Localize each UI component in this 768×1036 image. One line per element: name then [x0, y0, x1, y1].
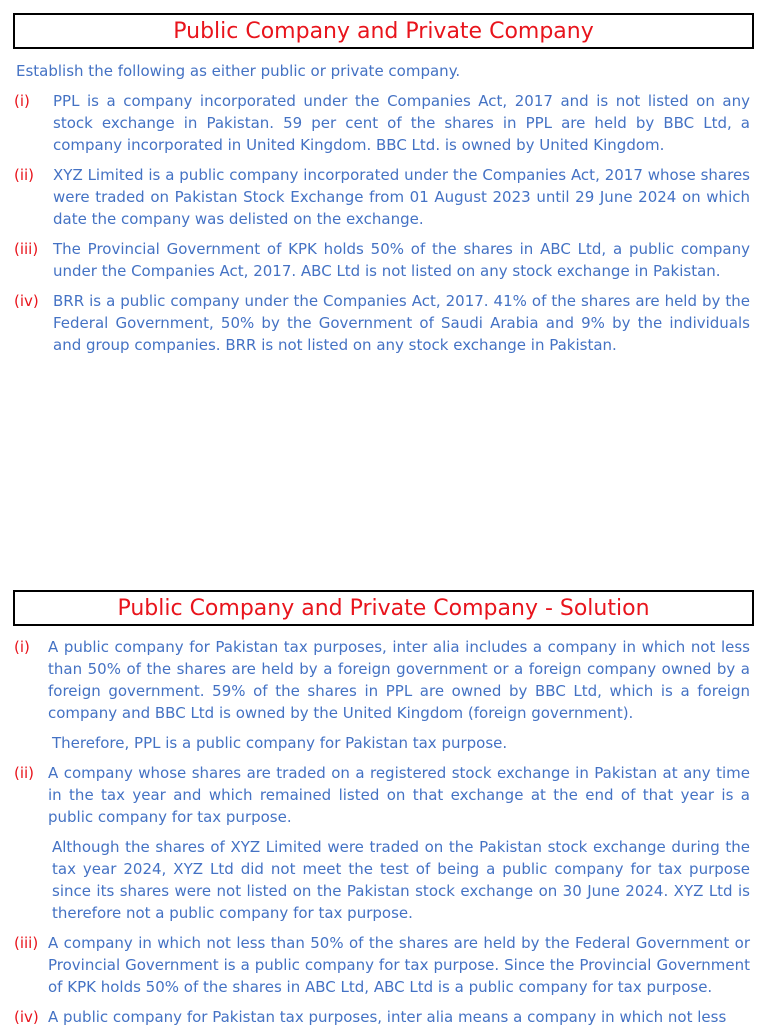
question-intro: Establish the following as either public or private company.	[16, 62, 461, 80]
solution-list	[14, 636, 750, 1036]
solution-item-iii	[14, 932, 750, 998]
question-list	[14, 90, 750, 364]
item-text: A public company for Pakistan tax purposes, inter alia means a company in which not less	[48, 1008, 727, 1026]
item-text: The Provincial Government of KPK holds 50% of the shares in ABC Ltd, a public company under the Companies Act, 2017. ABC Ltd is not listed on any stock exchange in Pakistan.	[53, 240, 750, 280]
solution-item-ii	[14, 762, 750, 828]
item-number: (i)	[14, 638, 30, 656]
item-number: (iv)	[14, 1008, 39, 1026]
question-item-i	[14, 90, 750, 156]
item-text: A company in which not less than 50% of the shares are held by the Federal Government or Provincial Government is a public company for tax purpose. Since the Provincial Government of KPK holds 50% of the shares in ABC Ltd, ABC Ltd is a public company for tax purpose.	[48, 934, 750, 996]
question-item-iv	[14, 290, 750, 356]
solution-title: Public Company and Private Company - Solution	[117, 595, 650, 621]
question-item-iii	[14, 238, 750, 282]
item-number: (iv)	[14, 292, 39, 310]
question-item-ii	[14, 164, 750, 230]
item-number: (iii)	[14, 934, 39, 952]
solution-i-conclusion: Therefore, PPL is a public company for Pakistan tax purpose.	[52, 734, 508, 752]
item-text: A public company for Pakistan tax purposes, inter alia includes a company in which not less than 50% of the shares are held by a foreign government or a foreign company owned by a foreign government. 59% of the shares in PPL are owned by BBC Ltd, which is a foreign company and BBC Ltd is owned by the United Kingdom (foreign government).	[48, 638, 750, 722]
item-number: (i)	[14, 92, 30, 110]
item-number: (ii)	[14, 764, 35, 782]
solution-item-i	[14, 636, 750, 724]
solution-item-iv	[14, 1006, 750, 1028]
item-text: XYZ Limited is a public company incorporated under the Companies Act, 2017 whose shares were traded on Pakistan Stock Exchange from 01 August 2023 until 29 June 2024 on which date the company was delisted on the exchange.	[53, 166, 750, 228]
question-title-box	[13, 13, 754, 49]
item-number: (iii)	[14, 240, 39, 258]
solution-title-box	[13, 590, 754, 626]
question-title: Public Company and Private Company	[173, 18, 594, 44]
item-text: PPL is a company incorporated under the Companies Act, 2017 and is not listed on any stock exchange in Pakistan. 59 per cent of the shares in PPL are held by BBC Ltd, a company incorporated in United Kingdom. BBC Ltd. is owned by United Kingdom.	[53, 92, 750, 154]
item-number: (ii)	[14, 166, 35, 184]
item-text: BRR is a public company under the Companies Act, 2017. 41% of the shares are held by the Federal Government, 50% by the Government of Saudi Arabia and 9% by the individuals and group companies. BRR is not listed on any stock exchange in Pakistan.	[53, 292, 750, 354]
item-text: A company whose shares are traded on a registered stock exchange in Pakistan at any time in the tax year and which remained listed on that exchange at the end of that year is a public company for tax purpose.	[48, 764, 750, 826]
solution-ii-conclusion: Although the shares of XYZ Limited were traded on the Pakistan stock exchange during the tax year 2024, XYZ Ltd did not meet the test of being a public company for tax purpose since its shares were not listed on the Pakistan stock exchange on 30 June 2024. XYZ Ltd is therefore not a public company for tax purpose.	[52, 838, 750, 922]
